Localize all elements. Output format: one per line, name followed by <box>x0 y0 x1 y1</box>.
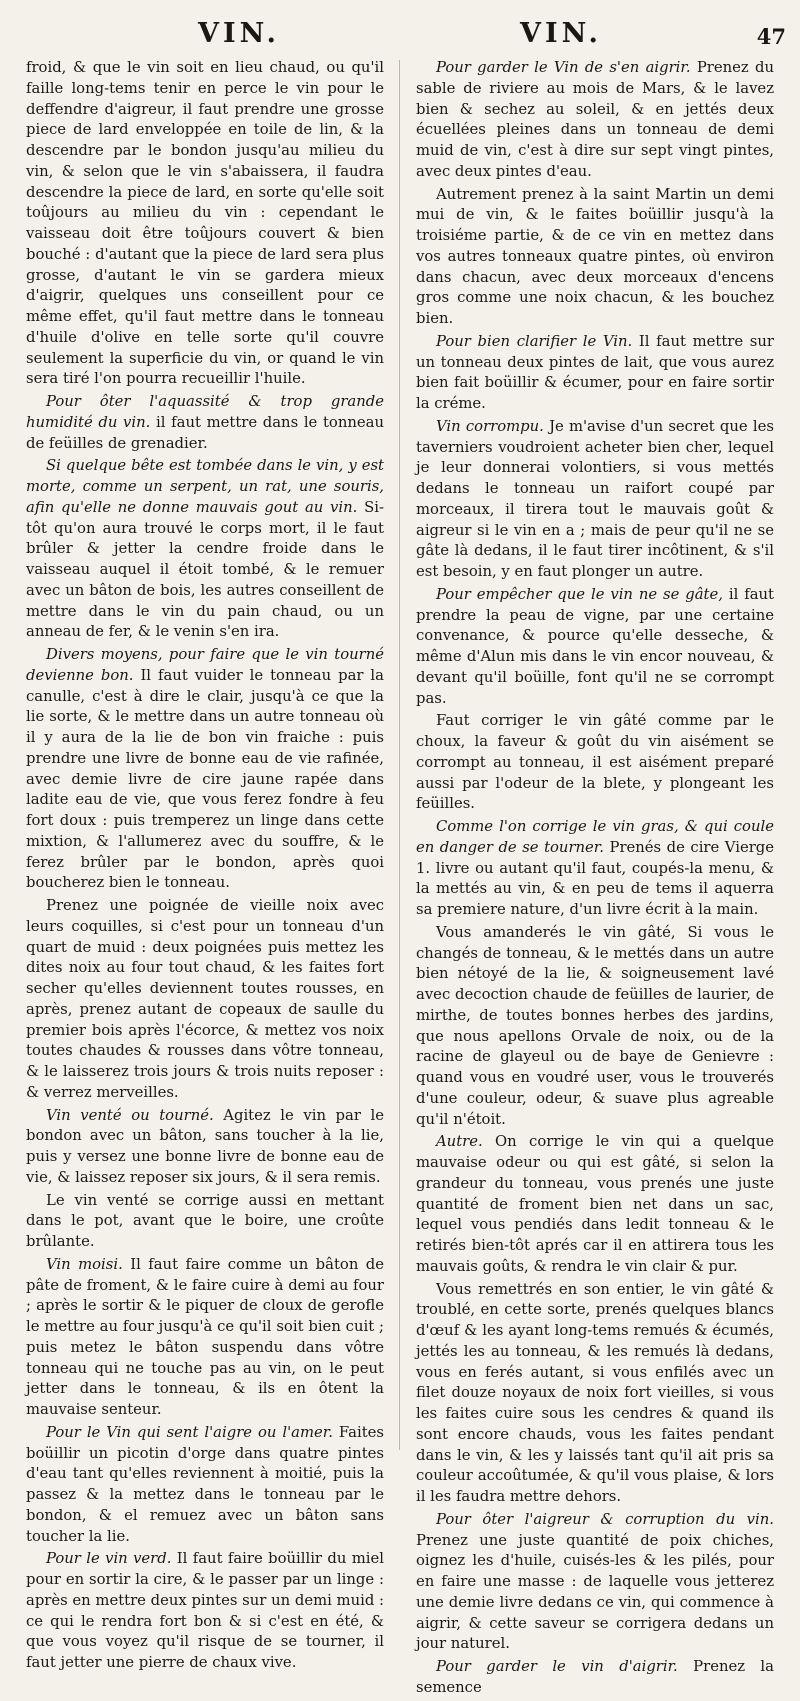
paragraph-title: Vin venté ou tourné. <box>46 1106 214 1124</box>
paragraph <box>26 896 384 1104</box>
right-headword: VIN. <box>520 18 602 49</box>
paragraph-text: Prenés de cire Vierge 1. livre ou autant qu'il faut, coupés-la menu, & la mettés au vin, & en peu de tems il aquerra sa premiere nature, d'un livre écrit à la main. <box>416 838 775 918</box>
paragraph-text: Il faut mettre sur un tonneau deux pintes de lait, que vous aurez bien fait boüillir & écumer, pour en faire sortir la créme. <box>416 332 774 412</box>
paragraph-title: Autre. <box>436 1133 483 1151</box>
paragraph <box>416 1280 774 1508</box>
paragraph-title: Pour le Vin qui sent l'aigre ou l'amer. <box>46 1423 333 1441</box>
paragraph <box>416 58 774 183</box>
paragraph-title: Pour garder le Vin de s'en aigrir. <box>436 59 691 76</box>
paragraph-text: Prenez du sable de riviere au mois de Mars, & le lavez bien & sechez au soleil, & en jettés deux écuellées pleines dans un tonneau de demi muid de vin, c'est à dire sur sept vingt pintes, avec deux pintes d'eau. <box>416 59 774 180</box>
paragraph-text: Faites boüillir un picotin d'orge dans quatre pintes d'eau tant qu'elles reviennent à moitié, puis la passez & la mettez dans le tonneau par le bondon, & el remuez avec un bâton sans toucher la lie. <box>26 1423 384 1545</box>
paragraph <box>416 1132 774 1277</box>
column-divider <box>399 60 400 1450</box>
paragraph-text: Autrement prenez à la saint Martin un demi mui de vin, & le faites boüillir jusqu'à la troisiéme partie, & de ce vin en mettez dans vos autres tonneaux quatre pintes, où environ dans chacun, avec deux morceaux d'encens gros comme une noix chacun, & les bouchez bien. <box>416 185 774 327</box>
paragraph-title: Pour ôter l'aquassité & trop grande humidité du vin. <box>26 393 384 431</box>
paragraph-text: froid, & que le vin soit en lieu chaud, ou qu'il faille long-tems tenir en perce le vin pour le deffendre d'aigreur, il faut prendre une grosse piece de lard enveloppée en toile de lin, & la descendre par le bondon jusqu'au milieu du vin, & selon que le vin s'abaissera, il faudra descendre la piece de lard, en sorte qu'elle soit toûjours au milieu du vin : cependant le vaisseau doit être toûjours couvert & bien bouché : d'autant que la piece de lard sera plus grosse, d'autant le vin se gardera mieux d'aigrir, quelques uns conseillent pour ce même effet, qu'il faut mettre dans le tonneau d'huile d'olive en telle sorte qu'il couvre seulement la superficie du vin, or quand le vin sera tiré l'on pourra recueillir l'huile. <box>26 59 384 388</box>
paragraph-text: Vous amanderés le vin gâté, Si vous le changés de tonneau, & le mettés dans un autre bien nétoyé de la lie, & soigneusement lavé avec decoction chaude de feüilles de laurier, de mirthe, de toutes bonnes herbes des jardins, que nous apellons Orvale de noix, ou de la racine de glayeul ou de baye de Genievre : quand vous en voudré user, vous le trouverés d'une couleur, odeur, & suave plus agreable qu'il n'étoit. <box>416 923 774 1128</box>
paragraph-title: Pour empêcher que le vin ne se gâte, <box>436 585 723 603</box>
paragraph-text: Il faut vuider le tonneau par la canulle, c'est à dire le clair, jusqu'à ce que la lie sorte, & le mettre dans un autre tonneau où il y aura de la lie de bon vin fraiche : puis prendre une livre de bonne eau de vie rafinée, avec demie livre de cire jaune rapée dans ladite eau de vie, que vous ferez fondre à feu fort doux : puis tremperez un linge dans cette mixtion, & l'allumerez avec du souffre, & le ferez brûler par le bondon, après quoi boucherez bien le tonneau. <box>26 666 384 892</box>
paragraph-text: Le vin venté se corrige aussi en mettant dans le pot, avant que le boire, une croûte brûlante. <box>26 1191 384 1250</box>
paragraph-title: Vin corrompu. <box>436 417 544 435</box>
paragraph <box>416 185 774 330</box>
paragraph-text: Je m'avise d'un secret que les taverniers voudroient acheter bien cher, lequel je leur donnerai volontiers, si vous mettés dedans le tonneau un raifort coupé par morceaux, il tirera tout le mauvais goût & aigreur si le vin en a ; mais de peur qu'il ne se gâte là dedans, il le faut tirer incôtinent, & s'il est besoin, y en faut plonger un autre. <box>416 417 774 580</box>
paragraph-title: Pour garder le vin d'aigrir. <box>436 1658 678 1675</box>
left-headword: VIN. <box>198 18 280 49</box>
paragraph <box>26 1423 384 1548</box>
paragraph <box>416 417 774 583</box>
paragraph-title: Divers moyens, pour faire que le vin tourné devienne bon. <box>26 646 384 684</box>
paragraph-title: Si quelque bête est tombée dans le vin, y est morte, comme un serpent, un rat, une souris, afin qu'elle ne donne mauvais gout au vin. <box>26 457 384 516</box>
page-number: 47 <box>756 24 786 49</box>
paragraph-text: Il faut faire comme un bâton de pâte de froment, & le faire cuire à demi au four ; après le sortir & le piquer de cloux de gerofle le mettre au four jusqu'à ce qu'il soit bien cuit ; puis metez le bâton suspendu dans vôtre tonneau qui ne touche pas au vin, on le peut jetter dans le tonneau, & ils en ôtent la mauvaise senteur. <box>26 1255 385 1418</box>
left-column <box>26 58 384 1676</box>
paragraph <box>26 1191 384 1253</box>
paragraph <box>416 332 774 415</box>
running-header <box>0 18 800 58</box>
paragraph-text: Agitez le vin par le bondon avec un bâton, sans toucher à la lie, puis y versez une bonne livre de bonne eau de vie, & laissez reposer six jours, & il sera remis. <box>26 1106 385 1186</box>
paragraph-title: Pour le vin verd. <box>46 1550 172 1568</box>
paragraph-title: Comme l'on corrige le vin gras, & qui coule en danger de se tourner. <box>416 818 774 856</box>
paragraph-title: Pour ôter l'aigreur & corruption du vin. <box>436 1510 774 1528</box>
paragraph <box>416 711 774 815</box>
paragraph <box>416 585 774 710</box>
paragraph <box>416 1510 774 1655</box>
paragraph <box>416 1657 774 1699</box>
paragraph <box>26 1106 384 1189</box>
paragraph <box>416 923 774 1131</box>
paragraph-text: Prenez la semence <box>416 1658 774 1696</box>
paragraph-text: il faut mettre dans le tonneau de feüilles de grenadier. <box>26 413 384 452</box>
paragraph-text: Si-tôt qu'on aura trouvé le corps mort, il le faut brûler & jetter la cendre froide dans le vaisseau auquel il étoit tombé, & le remuer avec un bâton de bois, les autres conseillent de mettre dans le vin du pain chaud, ou un anneau de fer, & le venin s'en ira. <box>26 498 384 641</box>
paragraph <box>26 1549 384 1674</box>
paragraph-text: Vous remettrés en son entier, le vin gâté & troublé, en cette sorte, prenés quelques blancs d'œuf & les ayant long-tems remués & écumés, jettés les au tonneau, & les remués là dedans, vous en ferés autant, si vous enfilés avec un filet douze noyaux de noix fort vieilles, si vous les faites cuire sous les cendres & quand ils sont encore chauds, vous les faites pendant dans le vin, & les y laissés tant qu'il ait pris sa couleur accoûtumée, & qu'il vous plaise, & lors il les faudra mettre dehors. <box>416 1280 774 1505</box>
right-column <box>416 58 774 1701</box>
paragraph <box>26 456 384 643</box>
paragraph-text: Il faut faire boüillir du miel pour en sortir la cire, & le passer par un linge : après en mettre deux pintes sur un demi muid : ce qui le rendra fort bon & si c'est en été, & que vous voyez qu'il risque de se tourner, il faut jetter une pierre de chaux vive. <box>26 1550 384 1671</box>
paragraph <box>26 58 384 390</box>
paragraph <box>416 817 774 921</box>
paragraph <box>26 392 384 454</box>
paragraph <box>26 1255 384 1421</box>
paragraph-text: il faut prendre la peau de vigne, par une certaine convenance, & pource qu'elle desseche, & même d'Alun mis dans le vin encor nouveau, & devant qu'il boüille, font qu'il ne se corrompt pas. <box>416 585 774 707</box>
paragraph-text: On corrige le vin qui a quelque mauvaise odeur ou qui est gâté, si selon la grandeur du tonneau, vous prenés une juste quantité de froment bien net dans un sac, lequel vous pendiés dans ledit tonneau & le retirés bien-tôt aprés car il en attirera tous les mauvais goûts, & rendra le vin clair & pur. <box>416 1133 774 1275</box>
paragraph-text: Prenez une juste quantité de poix chiches, oignez les d'huile, cuisés-les & les pilés, pour en faire une masse : de laquelle vous jetterez une demie livre dedans ce vin, qui commence à aigrir, & cette saveur se corrigera dedans un jour naturel. <box>416 1531 774 1653</box>
paragraph <box>26 645 384 894</box>
paragraph-text: Prenez une poignée de vieille noix avec leurs coquilles, si c'est pour un tonneau d'un quart de muid : deux poignées puis mettez les dites noix au four tout chaud, & les faites fort secher qu'elles deviennent toutes rousses, en après, prenez autant de copeaux de saulle du premier bois après l'écorce, & mettez vos noix toutes chaudes & rousses dans vôtre tonneau, & le laisserez trois jours & trois nuits reposer : & verrez merveilles. <box>26 897 384 1101</box>
paragraph-title: Vin moisi. <box>46 1255 123 1273</box>
paragraph-text: Faut corriger le vin gâté comme par le choux, la faveur & goût du vin aisément se corrompt au tonneau, il est aisément preparé aussi par l'odeur de la blete, y plongeant les feüilles. <box>416 712 774 813</box>
paragraph-title: Pour bien clarifier le Vin. <box>436 332 633 350</box>
